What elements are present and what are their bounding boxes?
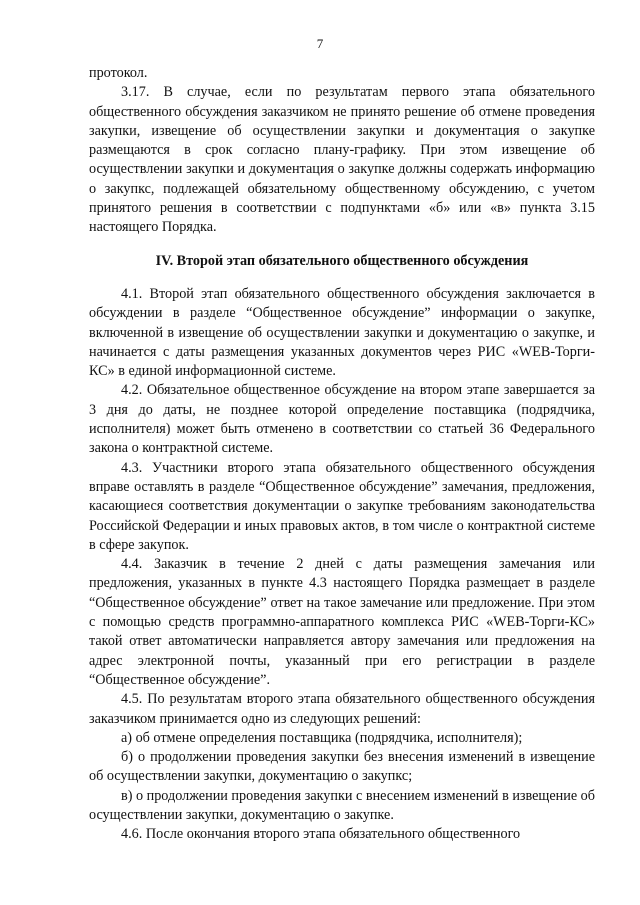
section-heading: IV. Второй этап обязательного общественного обсуждения <box>155 252 529 269</box>
document-body <box>89 64 595 845</box>
paragraph-4-5: 4.5. По результатам второго этапа обязательного общественного обсуждения заказчиком принимается одно из следующих решений: <box>89 691 595 727</box>
paragraph-4-5-v: в) о продолжении проведения закупки с внесением изменений в извещение об осуществлении закупки, документацию о закупке. <box>89 787 595 823</box>
paragraph-4-5-a: а) об отмене определения поставщика (подрядчика, исполнителя); <box>121 729 523 746</box>
paragraph-4-1: 4.1. Второй этап обязательного общественного обсуждения заключается в обсуждении в разделе “Общественное обсуждение” информации о закупке, включенной в извещение об осуществлении закупки и документацию о закупке, и начинается с даты размещения указанных документов через РИС «WEB-Торги-КС» в единой информационной системе. <box>89 285 595 380</box>
paragraph-4-2: 4.2. Обязательное общественное обсуждение на втором этапе завершается за 3 дня до даты, не позднее которой определение поставщика (подрядчика, исполнителя) может быть отменено в соответствии со статьей 36 Федерального закона о контрактной системе. <box>89 382 595 457</box>
paragraph-4-5-b: б) о продолжении проведения закупки без внесения изменений в извещение об осуществлении закупки, документацию о закупкс; <box>89 749 595 785</box>
page-number: 7 <box>316 36 324 51</box>
paragraph-4-3: 4.3. Участники второго этапа обязательного общественного обсуждения вправе оставлять в разделе “Общественное обсуждение” замечания, предложения, касающиеся соответствия документации о закупке требованиям законодательства Российской Федерации и иных правовых актов, в том числе о контрактной системе в сфере закупок. <box>89 459 595 553</box>
paragraph-protocol-end: протокол. <box>89 65 148 81</box>
paragraph-4-6: 4.6. После окончания второго этапа обязательного общественного <box>121 826 521 843</box>
paragraph-4-4: 4.4. Заказчик в течение 2 дней с даты размещения замечания или предложения, указанных в пункте 4.3 настоящего Порядка размещает в разделе “Общественное обсуждение” ответ на такое замечание или предложение. При этом с помощью средств программно-аппаратного комплекса РИС «WEB-Торги-КС» такой ответ автоматически направляется автору замечания или предложения на адрес электронной почты, указанный при его регистрации в разделе “Общественное обсуждение”. <box>89 556 595 688</box>
paragraph-3-17: 3.17. В случае, если по результатам первого этапа обязательного общественного обсуждения заказчиком не принято решение об отмене проведения закупки, извещение об осуществлении закупки и документация о закупке размещаются в срок согласно плану-графику. При этом извещение об осуществлении закупки и документация о закупке должны содержать информацию о закупкс, подлежащей обязательному общественному обсуждению, с учетом принятого решения в соответствии с подпунктами «б» или «в» пункта 3.15 настоящего Порядка. <box>89 84 595 236</box>
